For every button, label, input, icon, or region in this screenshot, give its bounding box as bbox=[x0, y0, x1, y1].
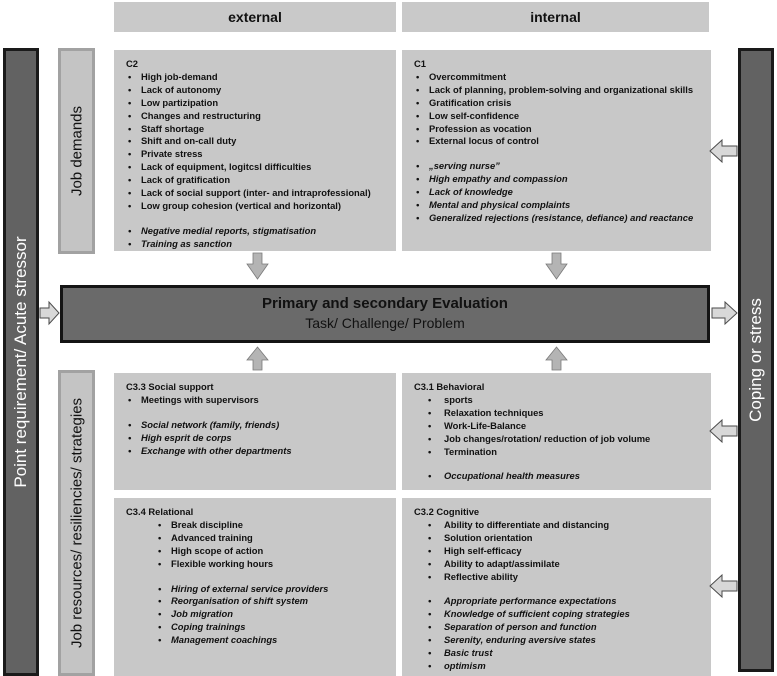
list-item: • Lack of knowledge bbox=[414, 186, 705, 199]
evaluation-subtitle: Task/ Challenge/ Problem bbox=[305, 315, 465, 331]
list-item: • Job changes/rotation/ reduction of job volume bbox=[414, 433, 705, 446]
list-item: • Gratification crisis bbox=[414, 97, 705, 110]
evaluation-title: Primary and secondary Evaluation bbox=[262, 295, 508, 312]
arrow-up-internal bbox=[546, 347, 567, 370]
acute-stressor-label: Point requirement/ Acute stressor bbox=[11, 236, 30, 488]
job-resources-label: Job resources/ resiliencies/ strategies bbox=[68, 397, 85, 649]
list-item: • Knowledge of sufficient coping strategies bbox=[414, 608, 705, 621]
c1-code: C1 bbox=[414, 58, 426, 69]
list-item: • Lack of planning, problem-solving and organizational skills bbox=[414, 84, 705, 97]
list-item: • Training as sanction bbox=[126, 238, 390, 251]
coping-stress-label: Coping or stress bbox=[746, 298, 765, 422]
list-item: • Profession as vocation bbox=[414, 123, 705, 136]
c34-code: C3.4 Relational bbox=[126, 506, 194, 517]
list-item: • High job-demand bbox=[126, 71, 390, 84]
list-item: • Changes and restructuring bbox=[126, 110, 390, 123]
list-item: • Termination bbox=[414, 446, 705, 459]
list-item: • optimism bbox=[414, 660, 705, 673]
list-item: • High self-efficacy bbox=[414, 545, 705, 558]
arrow-right-coping bbox=[712, 302, 737, 324]
c33-code: C3.3 Social support bbox=[126, 381, 214, 392]
list-item: • High scope of action bbox=[126, 545, 390, 558]
job-demands-label: Job demands bbox=[68, 105, 85, 197]
header-external: external bbox=[114, 2, 396, 32]
list-item: • Mental and physical complaints bbox=[414, 199, 705, 212]
arrow-right-stressor bbox=[40, 302, 59, 324]
c2-code: C2 bbox=[126, 58, 138, 69]
list-item: • Appropriate performance expectations bbox=[414, 595, 705, 608]
list-item: • External locus of control bbox=[414, 135, 705, 148]
c31-code: C3.1 Behavioral bbox=[414, 381, 485, 392]
list-item: • Lack of autonomy bbox=[126, 84, 390, 97]
list-item: • Ability to adapt/assimilate bbox=[414, 558, 705, 571]
list-item: • Flexible working hours bbox=[126, 558, 390, 571]
list-item: • Reflective ability bbox=[414, 571, 705, 584]
list-item: • Solution orientation bbox=[414, 532, 705, 545]
list-item: • Coping trainings bbox=[126, 621, 390, 634]
arrow-left-c1 bbox=[710, 140, 737, 162]
list-item: • Staff shortage bbox=[126, 123, 390, 136]
list-item: • Generalized rejections (resistance, defiance) and reactance bbox=[414, 212, 705, 225]
list-item: • Low partizipation bbox=[126, 97, 390, 110]
list-item: • Serenity, enduring aversive states bbox=[414, 634, 705, 647]
arrow-left-c32 bbox=[710, 575, 737, 597]
list-item: • „serving nurse” bbox=[414, 160, 705, 173]
list-item: • Lack of social support (inter- and intraprofessional) bbox=[126, 187, 390, 200]
list-item: • Basic trust bbox=[414, 647, 705, 660]
list-item: • Break discipline bbox=[126, 519, 390, 532]
list-item: • Low self-confidence bbox=[414, 110, 705, 123]
list-item: • Work-Life-Balance bbox=[414, 420, 705, 433]
list-item: • Private stress bbox=[126, 148, 390, 161]
list-item: • Meetings with supervisors bbox=[126, 394, 390, 407]
list-item: • Relaxation techniques bbox=[414, 407, 705, 420]
list-item: • Exchange with other departments bbox=[126, 445, 390, 458]
list-item: • sports bbox=[414, 394, 705, 407]
c32-code: C3.2 Cognitive bbox=[414, 506, 480, 517]
list-item: • High empathy and compassion bbox=[414, 173, 705, 186]
list-item: • Hiring of external service providers bbox=[126, 583, 390, 596]
list-item: • Separation of person and function bbox=[414, 621, 705, 634]
list-item: • Low group cohesion (vertical and horizontal) bbox=[126, 200, 390, 213]
list-item: • Lack of gratification bbox=[126, 174, 390, 187]
list-item: • Negative medial reports, stigmatisation bbox=[126, 225, 390, 238]
arrow-down-internal bbox=[546, 253, 567, 279]
arrow-up-external bbox=[247, 347, 268, 370]
list-item: • Occupational health measures bbox=[414, 470, 705, 483]
header-internal: internal bbox=[402, 2, 709, 32]
list-item: • Shift and on-call duty bbox=[126, 135, 390, 148]
list-item: • Social network (family, friends) bbox=[126, 419, 390, 432]
list-item: • Advanced training bbox=[126, 532, 390, 545]
list-item: • Management coachings bbox=[126, 634, 390, 647]
list-item: • High esprit de corps bbox=[126, 432, 390, 445]
list-item: • Ability to differentiate and distancing bbox=[414, 519, 705, 532]
list-item: • Lack of equipment, logitcsl difficulties bbox=[126, 161, 390, 174]
arrow-down-external bbox=[247, 253, 268, 279]
list-item: • Job migration bbox=[126, 608, 390, 621]
list-item: • Overcommitment bbox=[414, 71, 705, 84]
arrow-left-c31 bbox=[710, 420, 737, 442]
list-item: • Reorganisation of shift system bbox=[126, 595, 390, 608]
